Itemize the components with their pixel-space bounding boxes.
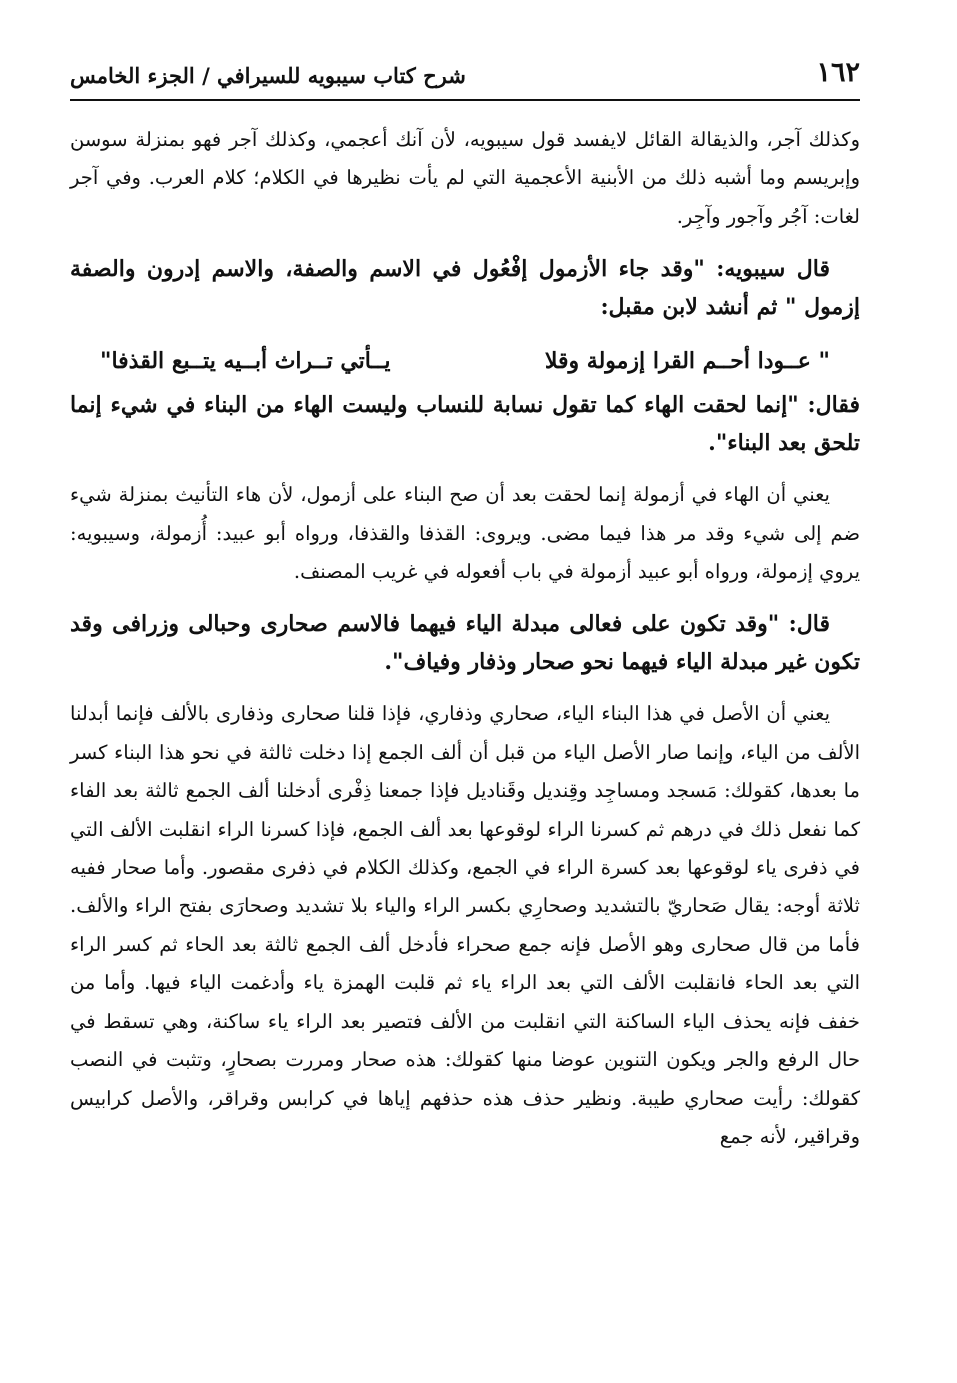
quote-fa-ala: قال: "وقد تكون على فعالى مبدلة الياء فيهما فالاسم صحارى وحبالى وزرافى وقد تكون غير مبدلة الياء فيهما نحو صحار وذفار وفياف". xyxy=(70,611,860,676)
paragraph-sahari: يعني أن الأصل في هذا البناء الياء، صحاري وذفاري، فإذا قلنا صحارى وذفارى بالألف فإنما أبدلنا الألف من الياء، وإنما صار الأصل الياء من قبل أن ألف الجمع إذا دخلت ثالثة في نحو هذا البناء كسر ما بعدها، كقولك: مَسجد ومساجِد وقِنديل وقَناديل فإذا جمعنا ذِفْرى أدخلنا ألف الجمع ثالثة بعد الفاء كما نفعل ذلك في درهم ثم كسرنا الراء لوقوعها بعد ألف الجمع، فإذا كسرنا الراء انقلبت الألف التي في ذفرى ياء لوقوعها بعد كسرة الراء في الجمع، وكذلك الكلام في ذفرى مقصور. وأما صحار ففيه ثلاثة أوجه: يقال صَحاريّ بالتشديد وصحارِي بكسر الراء والياء بلا تشديد وصحارَى بفتح الراء والألف. فأما من قال صحارى وهو الأصل فإنه جمع صحراء فأدخل ألف الجمع ثالثة بعد الحاء ثم كسر الراء التي بعد الحاء فانقلبت الألف التي بعد الراء ياء ثم قلبت الهمزة ياء وأدغمت الياء فيها. وأما من خفف فإنه يحذف الياء الساكنة التي انقلبت من الألف فتصير بعد الراء ياء ساكنة، وهي تسقط في حال الرفع والجر ويكون التنوين عوضا منها كقولك: هذه صحار ومررت بصحارٍ، وتثبت في النصب كقولك: رأيت صحاري طيبة. ونظير حذف هذه حذفهم إياها في كرابس وقراقر، والأصل كرابيس وقراقير، لأنه جمع xyxy=(70,702,860,1148)
verse-first-hemistich: " عــودا أحــم القرا إزمولة وقلا xyxy=(544,348,830,375)
page-header xyxy=(70,55,860,101)
quote-sibawayh-izmul: قال سيبويه: "وقد جاء الأزمول إفْعُول في الاسم والصفة، والاسم إدرون والصفة إزمول " ثم أنشد لابن مقبل: xyxy=(70,256,860,321)
paragraph-izmula: يعني أن الهاء في أزمولة إنما لحقت بعد أن صح البناء على أزمول، لأن هاء التأنيث بمنزلة شيء ضم إلى شيء وقد مر هذا فيما مضى. ويروى: القذفا والقذفا، ورواه أبو عبيد: أُزمولة، وسيبويه: يروي إزمولة، ورواه أبو عبيد أزمولة في باب أفعوله في غريب المصنف. xyxy=(70,483,860,584)
paragraph-ajurr: وكذلك آجر، والذيقالة القائل لايفسد قول سيبويه، لأن آنك أعجمي، وكذلك آجر فهو بمنزلة سوسن وإبريسم وما أشبه ذلك من الأبنية الأعجمية التي لم يأت نظيرها في الكلام؛ كلام العرب. وفي آجر لغات: آجُر وآجور وآجِر. xyxy=(70,128,860,228)
page-number: ١٦٢ xyxy=(816,57,860,88)
page-body xyxy=(70,121,860,1156)
poetry-verse xyxy=(70,340,860,382)
running-title: شرح كتاب سيبويه للسيرافي / الجزء الخامس xyxy=(70,63,466,88)
quote-haa: فقال: "إنما لحقت الهاء كما تقول نسابة للنساب وليست الهاء من البناء في شيء إنما تلحق بعد البناء". xyxy=(70,392,860,457)
verse-second-hemistich: يــأتي تــراث أبــيه يتــبع القذفا" xyxy=(100,348,391,375)
book-page xyxy=(70,55,860,1355)
